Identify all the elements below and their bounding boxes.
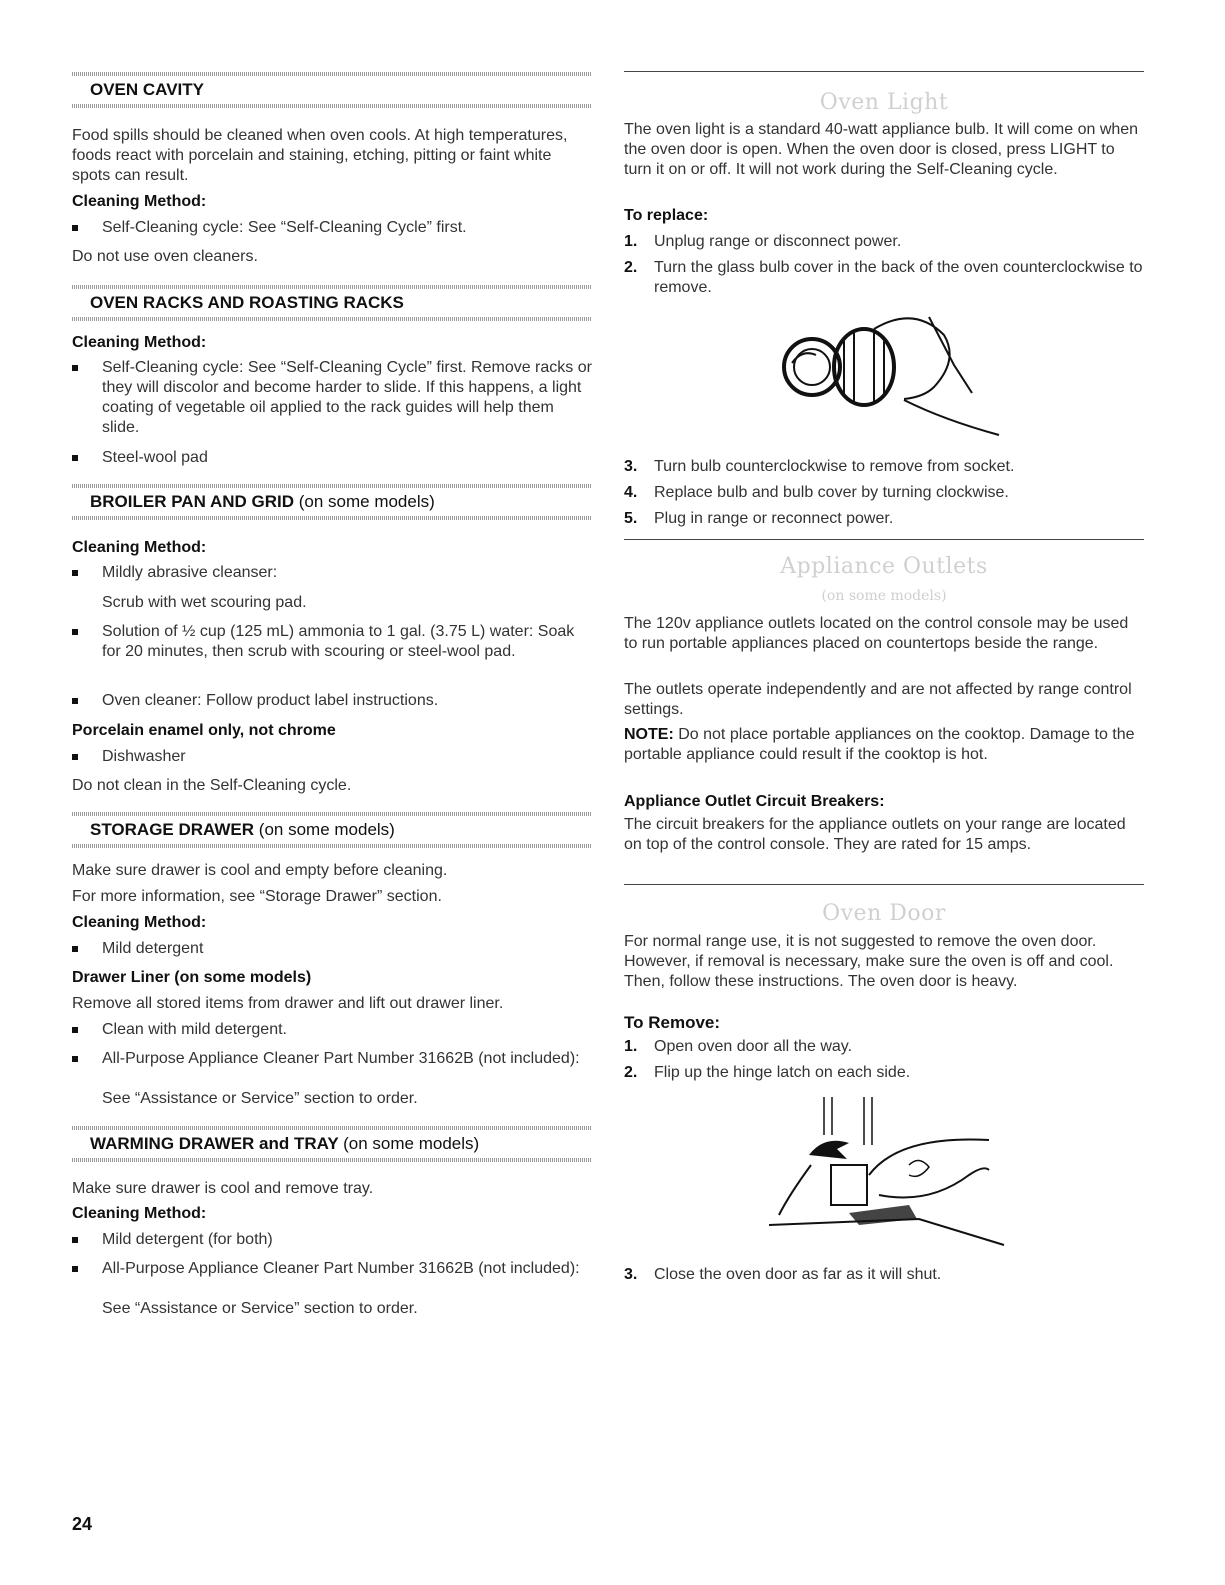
- outlets-p3: The circuit breakers for the appliance outlets on your range are located on top of the control console. They are rated for 15 amps.: [624, 816, 1126, 853]
- outlets-subtitle: (on some models): [821, 588, 947, 604]
- section-divider: [624, 884, 1144, 885]
- list-item: Solution of ½ cup (125 mL) ammonia to 1 gal. (3.75 L) water: Soak for 20 minutes, then scrub with scouring or steel-wool pad.: [72, 622, 592, 662]
- list-item: All-Purpose Appliance Cleaner Part Number 31662B (not included):: [72, 1259, 592, 1279]
- broiler-title: BROILER PAN AND GRID (on some models): [90, 492, 435, 511]
- list-item: Clean with mild detergent.: [72, 1020, 592, 1040]
- oven-racks-header: [72, 285, 592, 321]
- remove-label: To Remove:: [624, 1013, 721, 1032]
- storage-method-label: Cleaning Method:: [72, 914, 207, 931]
- warming-b2-sub: See “Assistance or Service” section to order.: [102, 1300, 418, 1317]
- outlets-note: NOTE: Do not place portable appliances on the cooktop. Damage to the portable appliance could result if the cooktop is hot.: [624, 726, 1135, 763]
- hinge-latch-illustration: [769, 1095, 1009, 1255]
- list-item: All-Purpose Appliance Cleaner Part Number 31662B (not included):: [72, 1049, 592, 1069]
- list-item: Mildly abrasive cleanser:: [72, 563, 592, 583]
- list-item: 1. Unplug range or disconnect power.: [624, 233, 902, 250]
- oven-cavity-method-label: Cleaning Method:: [72, 193, 207, 210]
- replace-label: To replace:: [624, 207, 709, 224]
- list-item: Steel-wool pad: [72, 448, 592, 468]
- list-item: 2. Flip up the hinge latch on each side.: [624, 1064, 911, 1081]
- warming-title: WARMING DRAWER and TRAY (on some models): [90, 1134, 480, 1153]
- list-item: 3. Turn bulb counterclockwise to remove from socket.: [624, 458, 1015, 475]
- porcelain-label: Porcelain enamel only, not chrome: [72, 722, 336, 739]
- warming-method-label: Cleaning Method:: [72, 1205, 207, 1222]
- breakers-label: Appliance Outlet Circuit Breakers:: [624, 793, 885, 810]
- oven-light-title: Oven Light: [819, 90, 949, 115]
- oven-cavity-note: Do not use oven cleaners.: [72, 248, 258, 265]
- storage-p1: Make sure drawer is cool and empty before cleaning.: [72, 862, 448, 879]
- list-item: 1. Open oven door all the way.: [624, 1038, 853, 1055]
- outlets-p2: The outlets operate independently and are not affected by range control settings.: [624, 681, 1132, 718]
- list-item: Oven cleaner: Follow product label instructions.: [72, 691, 592, 711]
- storage-header: [72, 812, 592, 848]
- oven-cavity-header: [72, 72, 592, 108]
- list-item: Mild detergent: [72, 939, 592, 959]
- list-item: Self-Cleaning cycle: See “Self-Cleaning Cycle” first. Remove racks or they will discolor and become harder to slide. If this happens, a light coating of vegetable oil applied to the rack guides will help them slide.: [72, 358, 592, 438]
- storage-title: STORAGE DRAWER (on some models): [90, 820, 395, 839]
- page-number: 24: [72, 1514, 93, 1534]
- list-item: Self-Cleaning cycle: See “Self-Cleaning Cycle” first.: [72, 218, 592, 238]
- outlets-p1: The 120v appliance outlets located on the control console may be used to run portable appliances placed on countertops beside the range.: [624, 615, 1129, 652]
- bulb-cover-illustration: [774, 305, 1014, 445]
- list-item: 4. Replace bulb and bulb cover by turning clockwise.: [624, 484, 1009, 501]
- oven-door-text: For normal range use, it is not suggested to remove the oven door. However, if removal is necessary, make sure the oven is off and cool. Then, follow these instructions. The oven door is heavy.: [624, 933, 1114, 990]
- broiler-method-label: Cleaning Method:: [72, 539, 207, 556]
- liner-label: Drawer Liner (on some models): [72, 969, 312, 986]
- oven-racks-method-label: Cleaning Method:: [72, 334, 207, 351]
- list-item: 3. Close the oven door as far as it will shut.: [624, 1266, 942, 1283]
- list-item: Dishwasher: [72, 747, 592, 767]
- broiler-note: Do not clean in the Self-Cleaning cycle.: [72, 777, 352, 794]
- oven-cavity-text: Food spills should be cleaned when oven cools. At high temperatures, foods react with porcelain and staining, etching, pitting or faint white spots can result.: [72, 127, 568, 184]
- outlets-title: Appliance Outlets: [780, 554, 988, 579]
- broiler-b1-sub: Scrub with wet scouring pad.: [102, 594, 307, 611]
- warming-header: [72, 1126, 592, 1162]
- list-item: Mild detergent (for both): [72, 1230, 592, 1250]
- section-divider: [624, 539, 1144, 540]
- list-item: 5. Plug in range or reconnect power.: [624, 510, 894, 527]
- oven-cavity-title: OVEN CAVITY: [90, 80, 204, 99]
- warming-p1: Make sure drawer is cool and remove tray.: [72, 1180, 374, 1197]
- storage-p3: Remove all stored items from drawer and lift out drawer liner.: [72, 995, 504, 1012]
- storage-p2: For more information, see “Storage Drawer” section.: [72, 888, 442, 905]
- oven-racks-title: OVEN RACKS AND ROASTING RACKS: [90, 293, 404, 312]
- oven-door-title: Oven Door: [822, 901, 946, 926]
- list-item: 2. Turn the glass bulb cover in the back of the oven counterclockwise to remove.: [624, 259, 1143, 296]
- section-divider: [624, 71, 1144, 72]
- broiler-header: [72, 484, 592, 520]
- oven-light-text: The oven light is a standard 40-watt appliance bulb. It will come on when the oven door is open. When the oven door is closed, press LIGHT to turn it on or off. It will not work during the Self-Cleaning cycle.: [624, 121, 1139, 178]
- storage-b3-sub: See “Assistance or Service” section to order.: [102, 1090, 418, 1107]
